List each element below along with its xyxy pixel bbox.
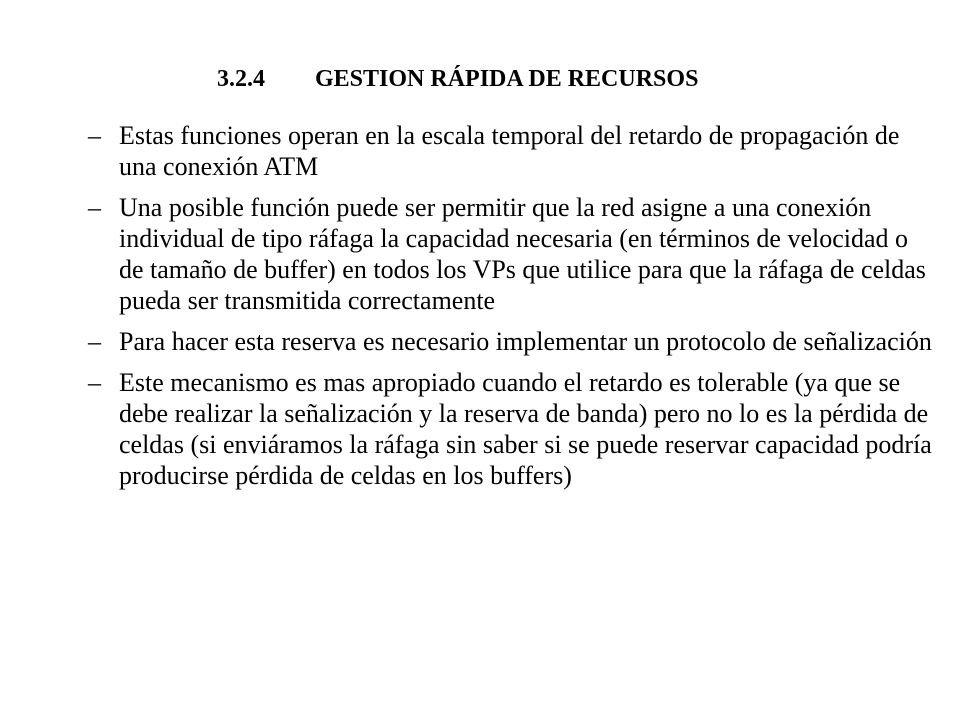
dash-marker: – bbox=[88, 368, 101, 397]
bullet-text: Estas funciones operan en la escala temporal del retardo de propagación de una conexión ATM bbox=[119, 121, 900, 181]
bullet-item bbox=[88, 367, 938, 491]
dash-marker: – bbox=[88, 193, 101, 222]
dash-marker: – bbox=[88, 327, 101, 356]
dash-marker: – bbox=[88, 121, 101, 150]
slide-title bbox=[217, 64, 698, 94]
bullet-text: Este mecanismo es mas apropiado cuando el retardo es tolerable (ya que se debe realizar la señalización y la reserva de banda) pero no lo es la pérdida de celdas (si enviáramos la ráfaga sin saber si se puede reservar capacidad podría producirse pérdida de celdas en los buffers) bbox=[119, 368, 932, 490]
bullet-text: Para hacer esta reserva es necesario implementar un protocolo de señalización bbox=[119, 327, 932, 356]
bullet-text: Una posible función puede ser permitir que la red asigne a una conexión individual de tipo ráfaga la capacidad necesaria (en términos de velocidad o de tamaño de buffer) en todos los VPs que utilice para que la ráfaga de celdas pueda ser transmitida correctamente bbox=[119, 193, 926, 315]
title-text: GESTION RÁPIDA DE RECURSOS bbox=[315, 66, 699, 92]
bullet-item bbox=[88, 192, 938, 316]
section-number: 3.2.4 bbox=[217, 66, 265, 92]
bullet-item bbox=[88, 326, 938, 357]
bullet-item bbox=[88, 120, 938, 182]
bullet-list bbox=[88, 120, 938, 501]
